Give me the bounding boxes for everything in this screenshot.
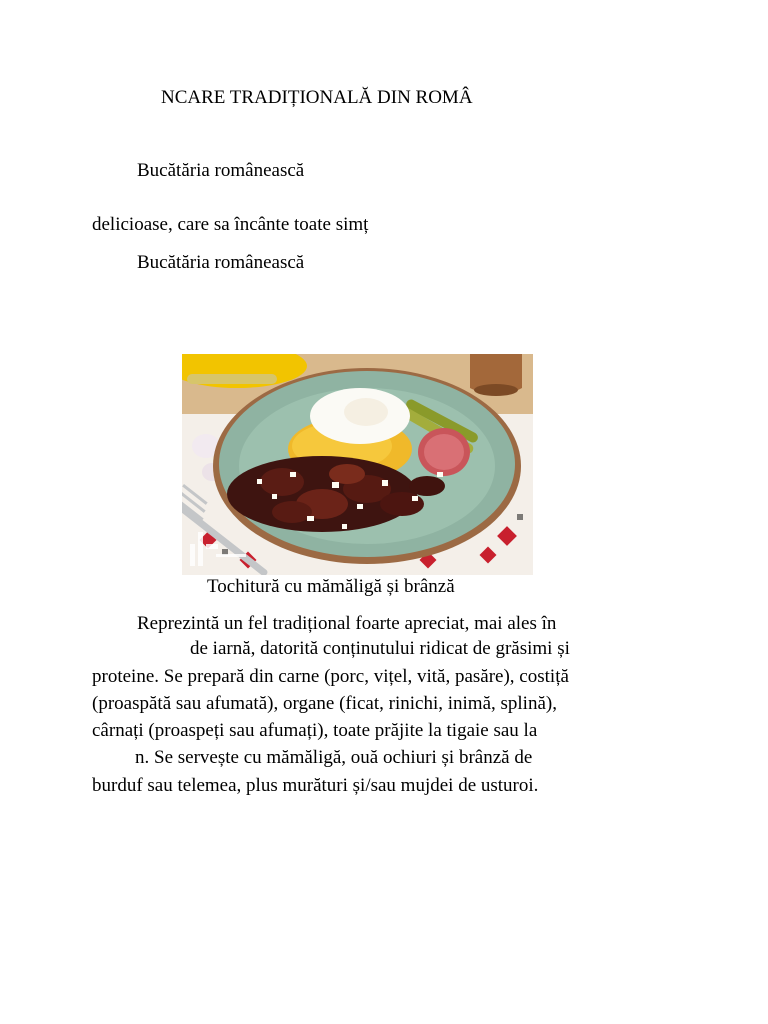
subheading: Bucătăria românească bbox=[137, 252, 305, 273]
paragraph-line: de iarnă, datorită conținutului ridicat de grăsimi și bbox=[190, 638, 570, 659]
subheading: Bucătăria românească bbox=[137, 160, 305, 181]
paragraph-line: proteine. Se prepară din carne (porc, vițel, vită, pasăre), costiță bbox=[92, 666, 569, 687]
document-title: NCARE TRADIȚIONALĂ DIN ROMÂ bbox=[161, 87, 473, 108]
intro-text: delicioase, care sa încânte toate simț bbox=[92, 214, 369, 235]
paragraph-line: n. Se servește cu mămăligă, ouă ochiuri și brânză de bbox=[135, 747, 533, 768]
paragraph-line: Reprezintă un fel tradițional foarte apreciat, mai ales în bbox=[137, 613, 557, 634]
food-photo bbox=[182, 354, 533, 575]
figure-caption: Tochitură cu mămăligă și brânză bbox=[207, 576, 455, 597]
paragraph-line: (proaspătă sau afumată), organe (ficat, rinichi, inimă, splină), bbox=[92, 693, 557, 714]
paragraph-line: cârnați (proaspeți sau afumați), toate prăjite la tigaie sau la bbox=[92, 720, 538, 741]
paragraph-line: burduf sau telemea, plus murături și/sau mujdei de usturoi. bbox=[92, 775, 539, 796]
